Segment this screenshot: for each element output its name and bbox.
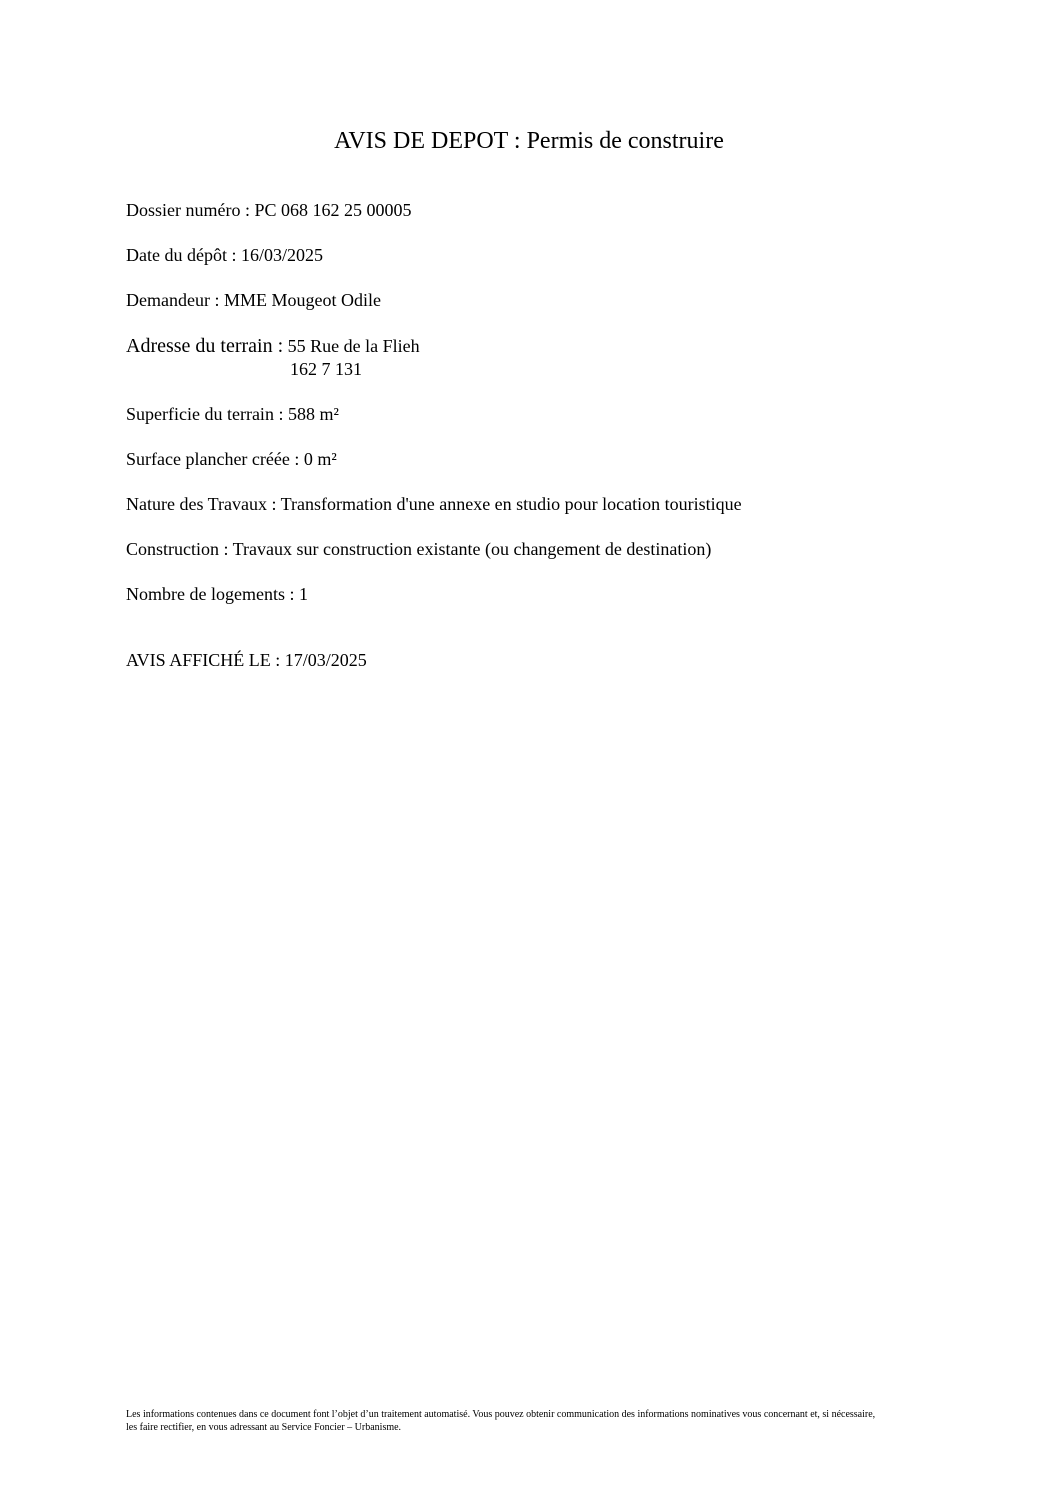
land-address-line1: 55 Rue de la Flieh <box>287 336 420 356</box>
floor-area-created: Surface plancher créée : 0 m² <box>126 449 337 469</box>
dossier-number: Dossier numéro : PC 068 162 25 00005 <box>126 200 412 220</box>
land-area: Superficie du terrain : 588 m² <box>126 404 339 424</box>
land-address-line2: 162 7 131 <box>290 359 362 379</box>
document-title: AVIS DE DEPOT : Permis de construire <box>334 128 724 154</box>
posting-date: AVIS AFFICHÉ LE : 17/03/2025 <box>126 650 367 670</box>
footer-line-2: les faire rectifier, en vous adressant au Service Foncier – Urbanisme. <box>126 1422 402 1433</box>
housing-count: Nombre de logements : 1 <box>126 584 308 604</box>
footer-line-1: Les informations contenues dans ce document font l’objet d’un traitement automatisé. Vous pouvez obtenir communication des informations nominatives vous concernant et, si nécessaire, <box>126 1409 876 1420</box>
works-nature: Nature des Travaux : Transformation d'une annexe en studio pour location touristique <box>126 494 742 514</box>
land-address <box>126 335 420 357</box>
applicant: Demandeur : MME Mougeot Odile <box>126 290 381 310</box>
construction-type: Construction : Travaux sur construction existante (ou changement de destination) <box>126 539 712 559</box>
privacy-footer <box>126 1408 932 1434</box>
land-address-label: Adresse du terrain : <box>126 335 284 357</box>
deposit-date: Date du dépôt : 16/03/2025 <box>126 245 323 265</box>
